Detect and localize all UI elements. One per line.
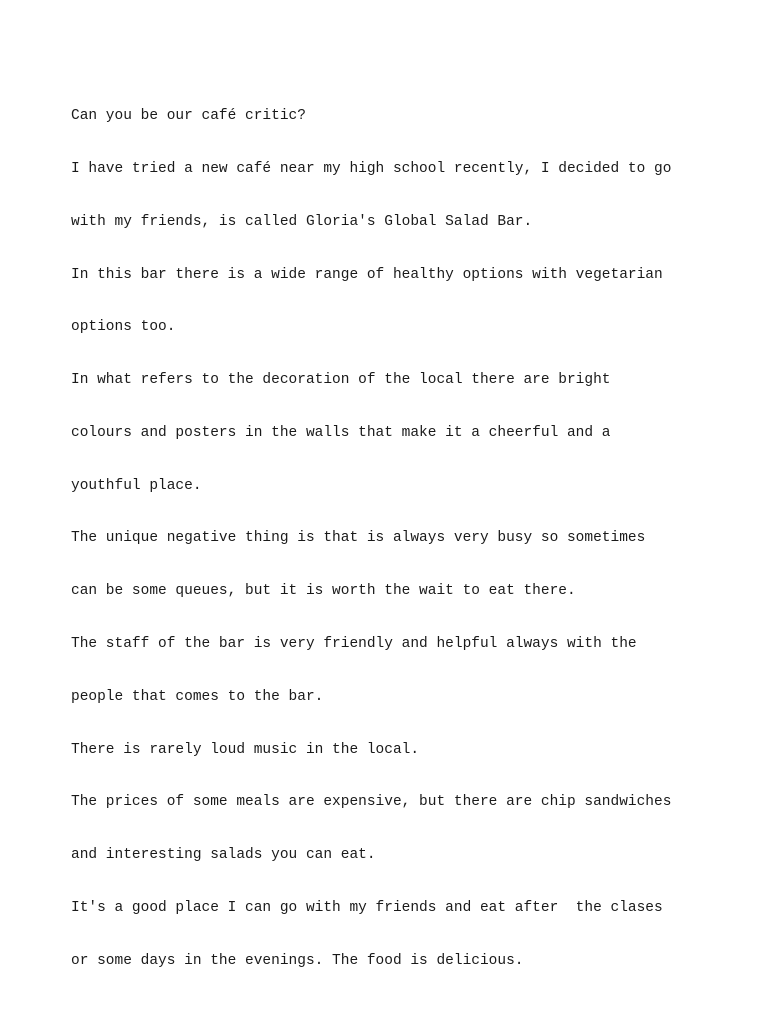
text-line: The staff of the bar is very friendly and helpful always with the bbox=[71, 636, 637, 652]
text-line: or some days in the evenings. The food is delicious. bbox=[71, 952, 524, 969]
text-line: The prices of some meals are expensive, but there are chip sandwiches bbox=[71, 794, 672, 811]
text-line: and interesting salads you can eat. bbox=[71, 847, 376, 864]
text-line: I have tried a new café near my high school recently, I decided to go bbox=[71, 160, 672, 177]
text-line: people that comes to the bar. bbox=[71, 688, 324, 705]
document-body-text bbox=[71, 73, 711, 1005]
text-line: There is rarely loud music in the local. bbox=[71, 741, 420, 758]
text-line: Can you be our café critic? bbox=[71, 108, 306, 125]
text-line: In this bar there is a wide range of healthy options with vegetarian bbox=[71, 266, 663, 283]
text-line: youthful place. bbox=[71, 477, 202, 494]
text-line: can be some queues, but it is worth the wait to eat there. bbox=[71, 583, 576, 600]
text-line: It's a good place I can go with my friends and eat after the clases bbox=[71, 899, 663, 916]
text-line: In what refers to the decoration of the local there are bright bbox=[71, 372, 611, 389]
text-line: options too. bbox=[71, 319, 176, 336]
text-line: The unique negative thing is that is always very busy so sometimes bbox=[71, 530, 646, 547]
text-line: colours and posters in the walls that make it a cheerful and a bbox=[71, 424, 611, 441]
text-line: with my friends, is called Gloria's Global Salad Bar. bbox=[71, 213, 533, 230]
